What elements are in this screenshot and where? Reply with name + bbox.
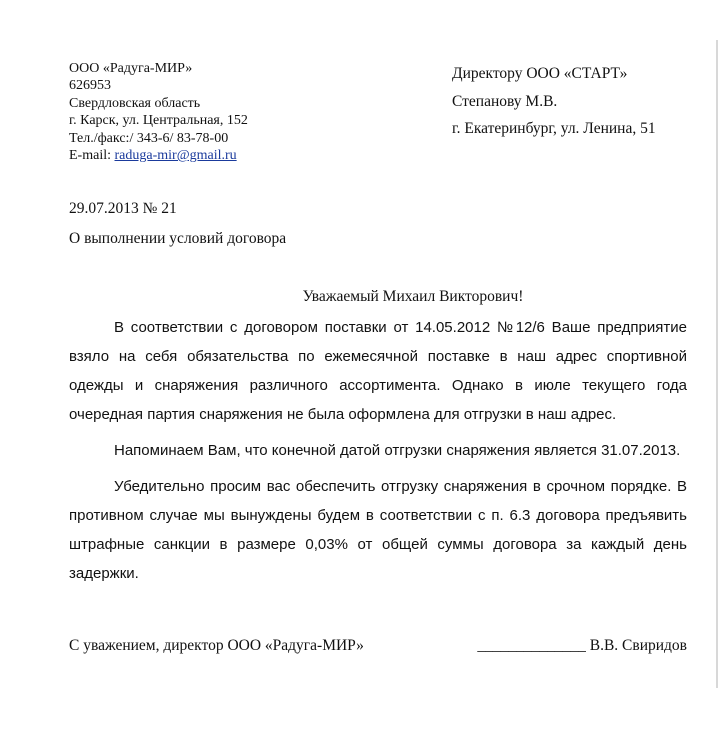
- recipient-address: г. Екатеринбург, ул. Ленина, 51: [452, 120, 656, 137]
- letter-subject: О выполнении условий договора: [69, 230, 287, 247]
- sender-phone: Тел./факс:/ 343-6/ 83-78-00: [69, 130, 229, 146]
- letter-greeting: Уважаемый Михаил Викторович!: [302, 288, 524, 305]
- recipient-name: Степанову М.В.: [452, 92, 558, 110]
- closing-text: С уважением, директор ООО «Радуга-МИР»: [69, 637, 364, 654]
- sender-email-link[interactable]: raduga-mir@gmail.ru: [114, 148, 237, 164]
- sender-email-line: [69, 147, 248, 164]
- recipient-block: [452, 60, 656, 143]
- signature-name: ______________ В.В. Свиридов: [477, 637, 687, 654]
- page-edge-divider: [716, 40, 718, 688]
- letter-body: [69, 313, 687, 588]
- letter-date-number: 29.07.2013 № 21: [69, 200, 177, 217]
- sender-zip: 626953: [69, 78, 111, 94]
- sender-block: [69, 60, 248, 164]
- sender-org: ООО «Радуга-МИР»: [69, 61, 193, 76]
- sender-region: Свердловская область: [69, 95, 201, 111]
- sender-email-label: E-mail:: [69, 148, 115, 164]
- body-paragraph: Напоминаем Вам, что конечной датой отгрузки снаряжения является 31.07.2013.: [114, 442, 681, 459]
- sender-address: г. Карск, ул. Центральная, 152: [69, 113, 248, 129]
- body-paragraph: Убедительно просим вас обеспечить отгрузку снаряжения в срочном порядке. В противном случае мы вынуждены будем в соответствии с п. 6.3 договора предъявить штрафные санкции в размере 0,03% от общей суммы договора за каждый день задержки.: [69, 478, 687, 582]
- recipient-title: Директору ООО «СТАРТ»: [452, 65, 628, 82]
- body-paragraph: В соответствии с договором поставки от 14.05.2012 №12/6 Ваше предприятие взяло на себя обязательства по ежемесячной поставке в наш адрес спортивной одежды и снаряжения различного ассортимента. Однако в июле текущего года очередная партия снаряжения не была оформлена для отгрузки в наш адрес.: [69, 319, 687, 423]
